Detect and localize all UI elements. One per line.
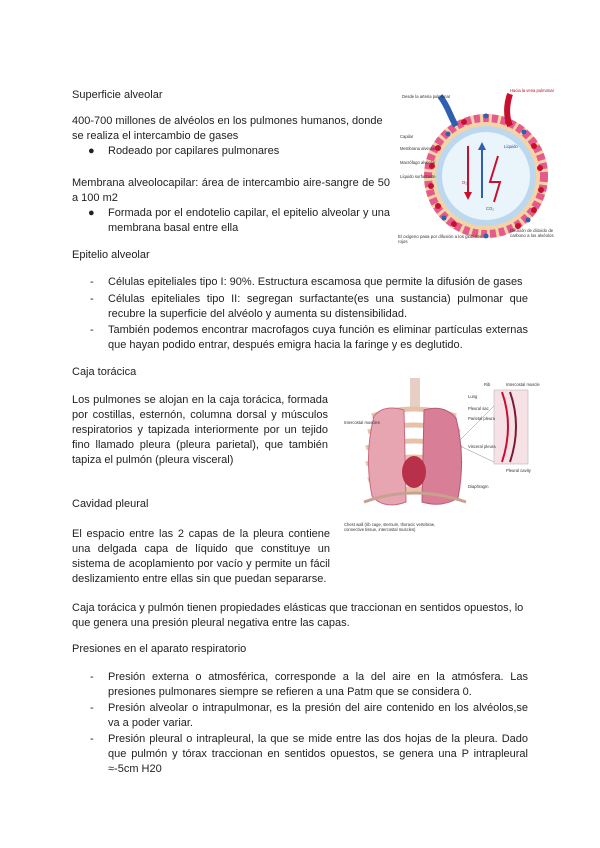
label-diaphragm: Diaphragm bbox=[468, 484, 489, 489]
pressures-heading: Presiones en el aparato respiratorio bbox=[72, 643, 247, 655]
membrane-bullet bbox=[88, 206, 390, 238]
bullet-dot: ● bbox=[88, 145, 95, 157]
heart bbox=[402, 456, 426, 488]
label-oxygen-diffusion: El oxígeno pasa por difusión a los glóbulos rojos bbox=[398, 234, 482, 244]
thorax-diagram bbox=[344, 376, 540, 540]
pressure-item-1 bbox=[90, 670, 528, 702]
pressure-item-text: Presión alveolar o intrapulmonar, es la presión del aire contenido en los alvéolos,se va a poder variar. bbox=[108, 702, 528, 729]
label-pulmonary-artery: Desde la arteria pulmonar bbox=[402, 94, 451, 99]
pressure-item-text: Presión pleural o intrapleural, la que se mide entre las dos hojas de la pleura. Dado que pulmón y tórax traccionan en sentidos opuestos, se genera una P intrapleural ≈-5cm H20 bbox=[108, 733, 528, 775]
epithelium-item-text: Células epiteliales tipo II: segregan surfactante(es una sustancia) pulmonar que recubre la superficie del alvéolo y aumenta su distensibilidad. bbox=[108, 293, 528, 320]
label-liquid: Líquido bbox=[504, 144, 518, 149]
right-lung bbox=[422, 408, 462, 504]
dash-marker: - bbox=[90, 671, 94, 683]
label-surfactant: Líquido surfactante bbox=[400, 174, 436, 179]
label-capillary: Capilar bbox=[400, 134, 414, 139]
label-intercostal-muscles: Intercostal muscles bbox=[344, 420, 380, 425]
label-rib: Rib bbox=[484, 382, 491, 387]
alveolar-surface-bullet bbox=[88, 144, 388, 160]
pressure-item-text: Presión externa o atmosférica, corresponde a la del aire en la atmósfera. Las presiones pulmonares siempre se refieren a una Patm que se considera 0. bbox=[108, 671, 528, 698]
dash-marker: - bbox=[90, 276, 94, 288]
label-pleural-sac: Pleural sac bbox=[468, 406, 489, 411]
pleural-cavity-text bbox=[72, 527, 534, 587]
pulmonary-vein-vessel bbox=[507, 94, 510, 126]
label-intercostal-muscle: Intercostal muscle bbox=[506, 382, 540, 387]
co2-label: CO₂ bbox=[486, 206, 494, 211]
bullet-text: Rodeado por capilares pulmonares bbox=[108, 145, 280, 157]
pressure-item-2 bbox=[90, 701, 528, 733]
elastic-text: Caja torácica y pulmón tienen propiedades elásticas que traccionan en sentidos opuestos, lo que genera una presión pleural negativa entre las capas. bbox=[72, 602, 524, 629]
membrane-text: Membrana alveolocapilar: área de intercambio aire-sangre de 50 a 100 m2 bbox=[72, 177, 390, 204]
pleural-cavity-heading: Cavidad pleural bbox=[72, 498, 149, 510]
label-pulmonary-vein: Hacia la vena pulmonar bbox=[510, 88, 554, 93]
bullet-text: Formada por el endotelio capilar, el epitelio alveolar y una membrana basal entre ella bbox=[108, 207, 390, 234]
pleura-inset bbox=[494, 390, 528, 464]
bullet-dot: ● bbox=[88, 207, 95, 219]
epithelium-item-3 bbox=[90, 323, 528, 355]
thoracic-cage-heading: Caja torácica bbox=[72, 366, 137, 378]
label-co2-diffusion: Difusión de dióxido de carbono a los alvéolos bbox=[510, 228, 554, 238]
label-pleural-cavity: Pleural cavity bbox=[506, 468, 531, 473]
epithelium-item-2 bbox=[90, 292, 528, 324]
o2-label: O₂ bbox=[462, 180, 467, 185]
trachea bbox=[410, 378, 420, 408]
alveolus-diagram bbox=[398, 86, 558, 252]
epithelium-heading: Epitelio alveolar bbox=[72, 249, 150, 261]
thoracic-cage-text: Los pulmones se alojan en la caja torácica, formada por costillas, esternón, columna dorsal y músculos respiratorios y tapizada interiormente por un tejido fino llamado pleura (pleura parietal), que también tapiza el pulmón (pleura visceral) bbox=[72, 394, 328, 466]
alveolar-surface-heading: Superficie alveolar bbox=[72, 89, 163, 101]
label-alveolar-macrophage: Macrófago alveolar bbox=[400, 160, 436, 165]
pressure-item-3 bbox=[90, 732, 528, 780]
dash-marker: - bbox=[90, 733, 94, 745]
epithelium-item-text: También podemos encontrar macrofagos cuya función es eliminar partículas externas que hayan podido entrar, después emigra hacia la faringe y es deglutido. bbox=[108, 324, 528, 351]
alveolar-surface-text: 400-700 millones de alvéolos en los pulmones humanos, donde se realiza el intercambio de gases bbox=[72, 115, 383, 142]
label-chest-wall: Chest wall (rib cage, sternum, thoracic vertebrae, connective tissue, intercostal muscles) bbox=[344, 522, 436, 532]
dash-marker: - bbox=[90, 324, 94, 336]
dash-marker: - bbox=[90, 702, 94, 714]
epithelium-item-1 bbox=[90, 275, 528, 291]
epithelium-item-text: Células epiteliales tipo I: 90%. Estructura escamosa que permite la difusión de gases bbox=[108, 276, 523, 288]
label-lung: Lung bbox=[468, 394, 478, 399]
label-parietal-pleura: Parietal pleura bbox=[468, 416, 496, 421]
label-visceral-pleura: Visceral pleura bbox=[468, 444, 496, 449]
pleural-cavity-text-wrap: El espacio entre las 2 capas de la pleura contiene una delgada capa de líquido que constituye un sistema de acoplamiento por vacío y permite un fácil deslizamiento entre ellas sin que puedan separarse. bbox=[72, 528, 330, 585]
dash-marker: - bbox=[90, 293, 94, 305]
label-basement-membrane: Membrana alveolar bbox=[400, 146, 436, 151]
